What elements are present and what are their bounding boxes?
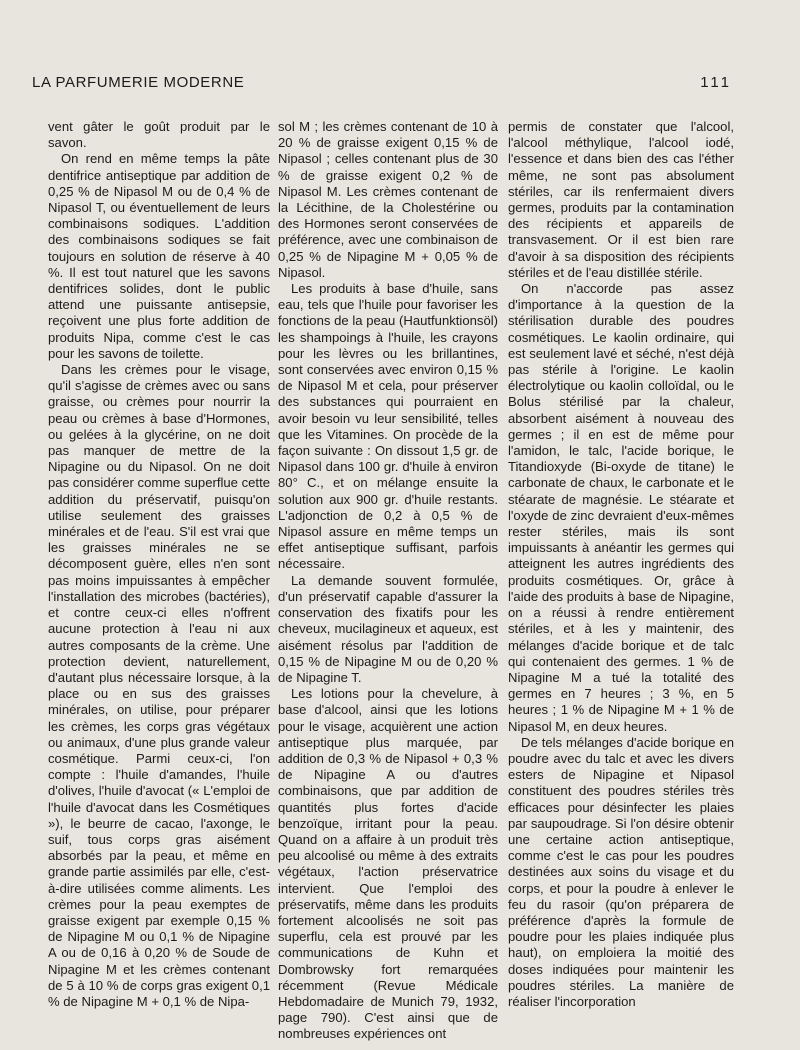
paragraph: Dans les crèmes pour le visage, qu'il s'agisse de crèmes avec ou sans graisse, ou crèmes pour nourrir la peau ou crèmes à base d'Hormones, ou gelées à la glycérine, on ne doit pas manquer de mettre de la Nipagine ou du Nipasol. On ne doit pas considérer comme superflue cette addition du préservatif, puisqu'on utilise seulement des graisses minérales et de l'eau. S'il est vrai que les graisses minérales ne se décomposent guère, elles n'en sont pas moins impuissantes à empêcher l'installation des microbes (bactéries), et contre ceux-ci elles n'offrent aucune protection à l'eau ni aux autres composants de la crème. Une protection devient, naturellement, d'autant plus nécessaire lorsque, à la place ou en sus des graisses minérales, on utilise, pour préparer les crèmes, les corps gras végétaux ou animaux, d'une plus grande valeur cosmétique. Parmi ceux-ci, l'on compte : l'huile d'amandes, l'huile d'olives, l'huile d'avocat (« L'emploi de l'huile d'avocat dans les Cosmétiques »), le beurre de cacao, l'axonge, le suif, tous corps gras aisément absorbés par la peau, et même en grande partie assimilés par elle, c'est-à-dire utilisées comme aliments. Les crèmes pour la peau exemptes de graisse exigent par exemple 0,15 % de Nipagine M ou 0,1 % de Nipagine A ou de 0,16 à 0,20 % de Soude de Nipagine M et les crèmes contenant de 5 à 10 % de corps gras exigent 0,1 % de Nipagine M + 0,1 % de Nipa-: [48, 362, 270, 1009]
paragraph: On rend en même temps la pâte dentifrice antiseptique par addition de 0,25 % de Nipasol M ou de 0,4 % de Nipasol T, ou éventuellement de leurs combinaisons sodiques. L'addition des combinaisons sodiques se fait toujours en solution de réserve à 40 %. Il est tout naturel que les savons dentifrices solides, dont le public attend une puissante antisepsie, reçoivent une plus forte addition de produits Nipa, comme c'est le cas pour les savons de toilette.: [48, 151, 270, 361]
running-head: [32, 74, 732, 96]
text-column-3: [508, 119, 734, 1010]
paragraph: Les lotions pour la chevelure, à base d'alcool, ainsi que les lotions pour le visage, acquièrent une action antiseptique plus marquée, par addition de 0,3 % de Nipasol + 0,3 % de Nipagine A ou d'autres combinaisons, que par addition de quantités plus fortes d'acide benzoïque, irritant pour la peau. Quand on a affaire à un produit très peu alcoolisé ou même à des extraits végétaux, l'action préservatrice intervient. Que l'emploi des préservatifs, même dans les produits fortement alcoolisés ne soit pas superflu, cela est prouvé par les communications de Kuhn et Dombrowsky fort remarquées récemment (Revue Médicale Hebdomadaire de Munich 79, 1932, page 790). C'est ainsi que de nombreuses expériences ont: [278, 686, 498, 1042]
paragraph: On n'accorde pas assez d'importance à la question de la stérilisation durable des poudres cosmétiques. Le kaolin ordinaire, qui est seulement lavé et séché, n'est déjà pas stérile à l'origine. Le kaolin électrolytique ou kaolin colloïdal, ou le Bolus stérilisé par la chaleur, absorbent aisément à nouveau des germes ; il en est de même pour l'amidon, le talc, l'acide borique, le Titandioxyde (Bi-oxyde de titane) le carbonate de chaux, le carbonate et le stéarate de magnésie. Le stéarate et l'oxyde de zinc devraient d'eux-mêmes rester stériles, mais ils sont impuissants à anéantir les germes qui atteignent les autres ingrédients des produits cosmétiques. Or, grâce à l'aide des produits à base de Nipagine, on a réussi à rendre entièrement stériles, et à les y maintenir, des mélanges d'acide borique et de talc qui contenaient des germes. 1 % de Nipagine M a tué la totalité des germes en 7 heures ; 3 %, en 5 heures ; 1 % de Nipagine M + 1 % de Nipasol M, en deux heures.: [508, 281, 734, 734]
text-column-2: [278, 119, 498, 1043]
text-column-1: [48, 119, 270, 1010]
journal-title: LA PARFUMERIE MODERNE: [32, 74, 245, 91]
paragraph: permis de constater que l'alcool, l'alcool méthylique, l'alcool iodé, l'essence et dans bien des cas l'éther même, ne sont pas absolument stériles, car ils renfermaient divers germes, produits par la contamination des récipients et appareils de transvasement. Or il est bien rare d'avoir à sa disposition des récipients stériles et de l'eau distillée stérile.: [508, 119, 734, 280]
paragraph: sol M ; les crèmes contenant de 10 à 20 % de graisse exigent 0,15 % de Nipasol ; celles contenant plus de 30 % de graisse exigent 0,2 % de Nipasol M. Les crèmes contenant de la Lécithine, de la Cholestérine ou des Hormones seront conservées de préférence, avec une combinaison de 0,25 % de Nipagine M + 0,05 % de Nipasol.: [278, 119, 498, 280]
paragraph: De tels mélanges d'acide borique en poudre avec du talc et avec les divers esters de Nipagine et Nipasol constituent des poudres stériles très efficaces pour désinfecter les plaies par saupoudrage. Si l'on désire obtenir une certaine action antiseptique, comme c'est le cas pour les poudres destinées aux soins du visage et du corps, et pour la poudre à enlever le feu du rasoir (qu'on préparera de préférence d'après la formule de poudre pour les plaies indiquée plus haut), on emploiera la moitié des doses indiquées pour maintenir les poudres stériles. La manière de réaliser l'incorporation: [508, 734, 734, 1009]
paragraph: Les produits à base d'huile, sans eau, tels que l'huile pour favoriser les fonctions de la peau (Hautfunktionsöl) les shampoings à l'huile, les crayons pour les lèvres ou les brillantines, sont conservées avec environ 0,15 % de Nipasol M et cela, pour préserver des substances qui pourraient en avoir besoin vu leur sensibilité, telles que les Vitamines. On procède de la façon suivante : On dissout 1,5 gr. de Nipasol dans 100 gr. d'huile à environ 80° C., et on mélange ensuite la solution aux 900 gr. d'huile restants. L'adjonction de 0,2 à 0,5 % de Nipasol assure en même temps un effet antiseptique suffisant, parfois nécessaire.: [278, 281, 498, 572]
paragraph: vent gâter le goût produit par le savon.: [48, 119, 270, 151]
paragraph: La demande souvent formulée, d'un préservatif capable d'assurer la conservation des fixatifs pour les cheveux, mucilagineux et aqueux, est aisément résolus par l'addition de 0,15 % de Nipagine M ou de 0,20 % de Nipagine T.: [278, 572, 498, 685]
page-number: 111: [700, 74, 732, 91]
